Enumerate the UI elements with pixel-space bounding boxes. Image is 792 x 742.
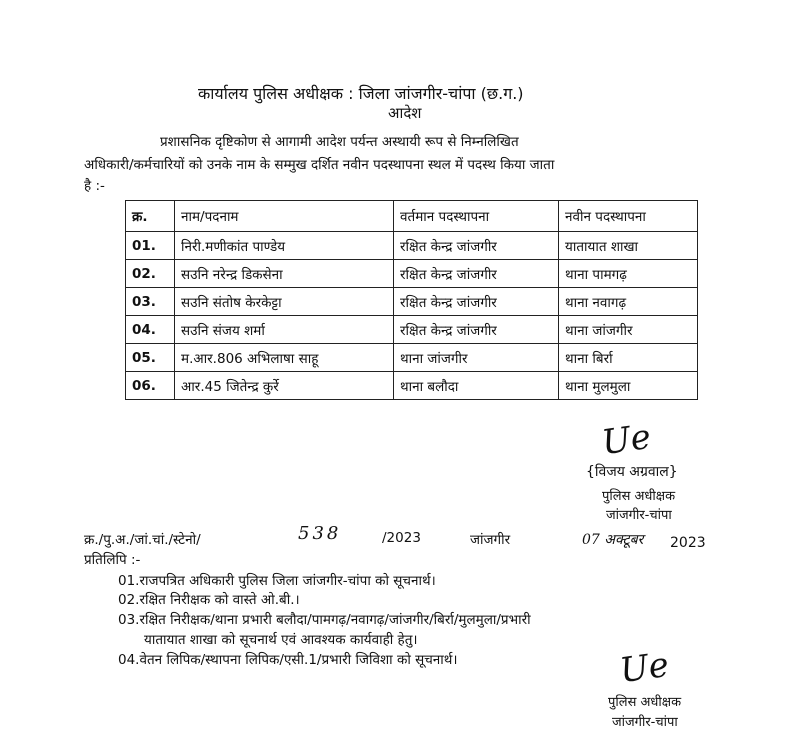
col-header-new: नवीन पदस्थापना — [559, 201, 698, 232]
cell-no: 02. — [126, 260, 175, 288]
cell-new: थाना नवागढ़ — [559, 288, 698, 316]
col-header-current: वर्तमान पदस्थापना — [394, 201, 559, 232]
table-row — [126, 260, 698, 288]
cell-name: म.आर.806 अभिलाषा साहू — [175, 344, 394, 372]
table-header-row — [126, 201, 698, 232]
copy-item: 04.वेतन लिपिक/स्थापना लिपिक/एसी.1/प्रभारी जिविशा को सूचनार्थ। — [118, 652, 458, 668]
signatory-designation: पुलिस अधीक्षक — [602, 489, 676, 504]
cell-name: निरी.मणीकांत पाण्डेय — [175, 232, 394, 260]
col-header-no: क्र. — [126, 201, 175, 232]
reference-year: /2023 — [382, 530, 421, 546]
handwritten-date: 07 अक्टूबर — [582, 532, 644, 548]
table-row — [126, 344, 698, 372]
cell-current: रक्षित केन्द्र जांजगीर — [394, 288, 559, 316]
cell-new: थाना जांजगीर — [559, 316, 698, 344]
order-title: आदेश — [388, 104, 422, 122]
cell-name: सउनि नरेन्द्र डिकसेना — [175, 260, 394, 288]
col-header-name: नाम/पदनाम — [175, 201, 394, 232]
table-row — [126, 316, 698, 344]
cell-name: आर.45 जितेन्द्र कुर्रे — [175, 372, 394, 400]
table-row — [126, 232, 698, 260]
copy-label: प्रतिलिपि :- — [84, 552, 141, 568]
cell-current: रक्षित केन्द्र जांजगीर — [394, 232, 559, 260]
cell-current: रक्षित केन्द्र जांजगीर — [394, 260, 559, 288]
cell-no: 03. — [126, 288, 175, 316]
posting-table — [125, 200, 698, 400]
cell-name: सउनि संजय शर्मा — [175, 316, 394, 344]
table-row — [126, 372, 698, 400]
copy-item: 03.रक्षित निरीक्षक/थाना प्रभारी बलौदा/पामगढ़/नवागढ़/जांजगीर/बिर्रा/मुलमुला/प्रभारी — [118, 612, 531, 628]
copy-item: 02.रक्षित निरीक्षक को वास्ते ओ.बी.। — [118, 592, 300, 608]
signatory-2-designation: पुलिस अधीक्षक — [608, 695, 682, 710]
date-year: 2023 — [670, 535, 706, 551]
copy-item-continuation: यातायात शाखा को सूचनार्थ एवं आवश्यक कार्यवाही हेतु। — [144, 632, 418, 648]
reference-place: जांजगीर — [470, 532, 511, 548]
signatory-place: जांजगीर-चांपा — [606, 508, 672, 523]
cell-no: 05. — [126, 344, 175, 372]
office-header: कार्यालय पुलिस अधीक्षक : जिला जांजगीर-चांपा (छ.ग.) — [198, 84, 524, 103]
table-row — [126, 288, 698, 316]
intro-line-1: प्रशासनिक दृष्टिकोण से आगामी आदेश पर्यन्त अस्थायी रूप से निम्नलिखित — [160, 134, 519, 150]
cell-new: थाना पामगढ़ — [559, 260, 698, 288]
copy-item: 01.राजपत्रित अधिकारी पुलिस जिला जांजगीर-चांपा को सूचनार्थ। — [118, 573, 436, 589]
handwritten-signature: Ue — [599, 416, 654, 464]
reference-prefix: क्र./पु.अ./जां.चां./स्टेनो/ — [84, 532, 201, 548]
handwritten-signature-2: Ue — [617, 644, 672, 692]
intro-line-2: अधिकारी/कर्मचारियों को उनके नाम के सम्मुख दर्शित नवीन पदस्थापना स्थल में पदस्थ किया जाता — [84, 157, 555, 173]
cell-current: थाना बलौदा — [394, 372, 559, 400]
cell-current: थाना जांजगीर — [394, 344, 559, 372]
cell-name: सउनि संतोष केरकेट्टा — [175, 288, 394, 316]
cell-new: थाना बिर्रा — [559, 344, 698, 372]
cell-no: 04. — [126, 316, 175, 344]
cell-new: यातायात शाखा — [559, 232, 698, 260]
cell-current: रक्षित केन्द्र जांजगीर — [394, 316, 559, 344]
cell-no: 06. — [126, 372, 175, 400]
cell-no: 01. — [126, 232, 175, 260]
signatory-2-place: जांजगीर-चांपा — [612, 715, 678, 730]
cell-new: थाना मुलमुला — [559, 372, 698, 400]
reference-number: 538 — [298, 523, 342, 544]
signatory-name: {विजय अग्रवाल} — [586, 464, 678, 480]
intro-line-3: है :- — [84, 178, 105, 194]
